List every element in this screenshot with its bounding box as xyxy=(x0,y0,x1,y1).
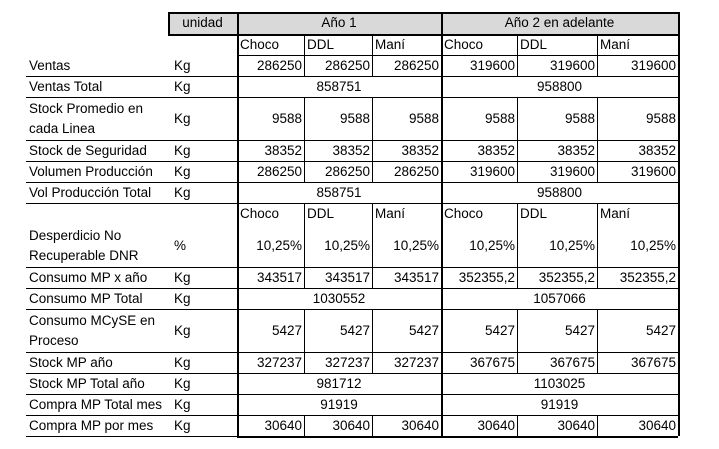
value-cell: 319600 xyxy=(469,163,515,179)
grid-line xyxy=(26,161,678,162)
grid-line xyxy=(304,224,305,267)
row-label: Consumo MP x año xyxy=(29,269,148,285)
value-cell: 327237 xyxy=(256,354,302,370)
value-cell: 286250 xyxy=(393,163,439,179)
grid-line xyxy=(597,267,598,288)
value-cell: 5427 xyxy=(271,322,302,338)
product-header-1-0: Choco xyxy=(240,36,280,52)
grid-line xyxy=(26,436,678,437)
value-cell: 319600 xyxy=(549,163,595,179)
grid-line xyxy=(372,309,373,352)
grid-line xyxy=(304,267,305,288)
total-year-1: 981712 xyxy=(316,375,362,391)
total-year-2: 958800 xyxy=(536,78,583,94)
grid-line xyxy=(597,352,598,373)
row-unit: Kg xyxy=(174,163,191,179)
product-header-1-2: Maní xyxy=(375,36,406,52)
value-cell: 30640 xyxy=(557,417,595,433)
grid-line xyxy=(597,97,598,140)
total-year-2: 958800 xyxy=(536,184,583,200)
grid-line xyxy=(372,203,373,224)
grid-line xyxy=(304,34,305,55)
value-cell: 327237 xyxy=(393,354,439,370)
product-header-1-5: Maní xyxy=(600,36,631,52)
value-cell: 343517 xyxy=(324,269,370,285)
grid-line xyxy=(372,140,373,161)
value-cell: 5427 xyxy=(484,322,515,338)
row-label: Stock MP Total año xyxy=(29,375,145,391)
value-cell: 9588 xyxy=(339,110,370,126)
value-cell: 327237 xyxy=(324,354,370,370)
total-year-1: 91919 xyxy=(320,396,358,412)
value-cell: 286250 xyxy=(324,163,370,179)
row-label: Consumo MCySE en Proceso xyxy=(29,312,156,348)
row-unit: % xyxy=(174,237,187,253)
grid-line xyxy=(304,161,305,182)
total-year-2: 1057066 xyxy=(533,290,586,306)
value-cell: 367675 xyxy=(549,354,595,370)
value-cell: 38352 xyxy=(557,142,595,158)
grid-line xyxy=(26,288,678,289)
row-unit: Kg xyxy=(174,396,191,412)
grid-line xyxy=(597,140,598,161)
grid-line xyxy=(597,55,598,76)
value-cell: 10,25% xyxy=(324,237,370,253)
value-cell: 286250 xyxy=(393,57,439,73)
row-label: Stock de Seguridad xyxy=(29,142,147,158)
value-cell: 10,25% xyxy=(393,237,439,253)
header-year-1: Año 1 xyxy=(237,12,441,34)
value-cell: 343517 xyxy=(256,269,302,285)
grid-line xyxy=(26,140,678,141)
grid-line xyxy=(517,203,518,224)
value-cell: 343517 xyxy=(393,269,439,285)
row-unit: Kg xyxy=(174,142,191,158)
total-year-2: 1103025 xyxy=(533,375,586,391)
product-header-2-2: Maní xyxy=(375,205,406,221)
grid-line xyxy=(304,97,305,140)
grid-line xyxy=(517,309,518,352)
grid-line xyxy=(26,309,678,310)
product-header-1-3: Choco xyxy=(444,36,484,52)
grid-line xyxy=(168,12,678,14)
grid-line xyxy=(26,394,678,395)
value-cell: 5427 xyxy=(645,322,676,338)
value-cell: 319600 xyxy=(469,57,515,73)
total-year-1: 858751 xyxy=(316,78,362,94)
grid-line xyxy=(372,267,373,288)
grid-line xyxy=(597,415,598,436)
grid-line xyxy=(517,34,518,55)
value-cell: 30640 xyxy=(264,417,302,433)
row-unit: Kg xyxy=(174,322,191,338)
product-header-2-0: Choco xyxy=(240,205,280,221)
value-cell: 10,25% xyxy=(549,237,595,253)
value-cell: 30640 xyxy=(332,417,370,433)
row-unit: Kg xyxy=(174,57,191,73)
grid-line xyxy=(304,203,305,224)
value-cell: 30640 xyxy=(638,417,676,433)
grid-line xyxy=(26,352,678,353)
row-label: Volumen Producción xyxy=(29,163,153,179)
grid-line xyxy=(304,55,305,76)
grid-line xyxy=(26,97,678,98)
grid-line xyxy=(517,97,518,140)
row-label: Stock Promedio en cada Linea xyxy=(29,100,144,136)
row-unit: Kg xyxy=(174,354,191,370)
product-header-1-1: DDL xyxy=(307,36,335,52)
grid-line xyxy=(372,415,373,436)
row-label: Ventas xyxy=(29,57,71,73)
value-cell: 10,25% xyxy=(256,237,302,253)
grid-line xyxy=(597,161,598,182)
value-cell: 30640 xyxy=(401,417,439,433)
grid-line xyxy=(517,161,518,182)
value-cell: 5427 xyxy=(408,322,439,338)
value-cell: 38352 xyxy=(401,142,439,158)
grid-line xyxy=(517,352,518,373)
value-cell: 38352 xyxy=(264,142,302,158)
grid-line xyxy=(597,34,598,55)
product-header-2-4: DDL xyxy=(520,205,548,221)
row-unit: Kg xyxy=(174,78,191,94)
product-header-2-5: Maní xyxy=(600,205,631,221)
grid-line xyxy=(304,140,305,161)
row-label: Consumo MP Total xyxy=(29,290,143,306)
grid-line xyxy=(168,34,678,36)
grid-line xyxy=(26,415,678,416)
row-label: Ventas Total xyxy=(29,78,103,94)
product-header-2-1: DDL xyxy=(307,205,335,221)
grid-line xyxy=(517,267,518,288)
total-year-1: 858751 xyxy=(316,184,362,200)
value-cell: 30640 xyxy=(477,417,515,433)
row-unit: Kg xyxy=(174,269,191,285)
grid-line xyxy=(372,352,373,373)
value-cell: 352355,2 xyxy=(538,269,595,285)
value-cell: 38352 xyxy=(477,142,515,158)
grid-line xyxy=(597,224,598,267)
row-label: Vol Producción Total xyxy=(29,184,152,200)
grid-line xyxy=(372,34,373,55)
row-unit: Kg xyxy=(174,417,191,433)
row-label: Stock MP año xyxy=(29,354,113,370)
value-cell: 352355,2 xyxy=(619,269,676,285)
value-cell: 286250 xyxy=(256,57,302,73)
value-cell: 38352 xyxy=(638,142,676,158)
grid-line xyxy=(26,203,678,204)
value-cell: 5427 xyxy=(564,322,595,338)
value-cell: 9588 xyxy=(564,110,595,126)
value-cell: 319600 xyxy=(549,57,595,73)
row-unit: Kg xyxy=(174,110,191,126)
total-year-2: 91919 xyxy=(540,396,579,412)
value-cell: 286250 xyxy=(256,163,302,179)
value-cell: 9588 xyxy=(645,110,676,126)
grid-line xyxy=(517,224,518,267)
value-cell: 286250 xyxy=(324,57,370,73)
row-label: Compra MP por mes xyxy=(29,417,154,433)
grid-line xyxy=(517,415,518,436)
value-cell: 10,25% xyxy=(630,237,676,253)
grid-line xyxy=(372,161,373,182)
row-unit: Kg xyxy=(174,184,191,200)
value-cell: 10,25% xyxy=(469,237,515,253)
row-unit: Kg xyxy=(174,375,191,391)
value-cell: 9588 xyxy=(271,110,302,126)
grid-line xyxy=(304,309,305,352)
value-cell: 5427 xyxy=(339,322,370,338)
value-cell: 9588 xyxy=(484,110,515,126)
header-unidad: unidad xyxy=(168,12,237,34)
grid-line xyxy=(678,12,680,436)
value-cell: 38352 xyxy=(332,142,370,158)
grid-line xyxy=(26,373,678,374)
row-unit: Kg xyxy=(174,290,191,306)
value-cell: 367675 xyxy=(469,354,515,370)
grid-line xyxy=(372,224,373,267)
value-cell: 319600 xyxy=(630,57,676,73)
grid-line xyxy=(517,140,518,161)
row-label: Desperdicio No Recuperable DNR xyxy=(29,227,139,263)
product-header-2-3: Choco xyxy=(444,205,484,221)
grid-line xyxy=(304,415,305,436)
grid-line xyxy=(168,12,170,34)
value-cell: 319600 xyxy=(630,163,676,179)
grid-line xyxy=(26,76,678,77)
header-year-2: Año 2 en adelante xyxy=(441,12,678,34)
grid-line xyxy=(517,55,518,76)
value-cell: 9588 xyxy=(408,110,439,126)
product-header-1-4: DDL xyxy=(520,36,548,52)
total-year-1: 1030552 xyxy=(312,290,366,306)
value-cell: 352355,2 xyxy=(458,269,515,285)
grid-line xyxy=(597,309,598,352)
value-cell: 367675 xyxy=(630,354,676,370)
grid-line xyxy=(304,352,305,373)
row-label: Compra MP Total mes xyxy=(29,396,163,412)
grid-line xyxy=(372,55,373,76)
grid-line xyxy=(26,267,678,268)
grid-line xyxy=(26,182,678,183)
grid-line xyxy=(597,203,598,224)
grid-line xyxy=(372,97,373,140)
